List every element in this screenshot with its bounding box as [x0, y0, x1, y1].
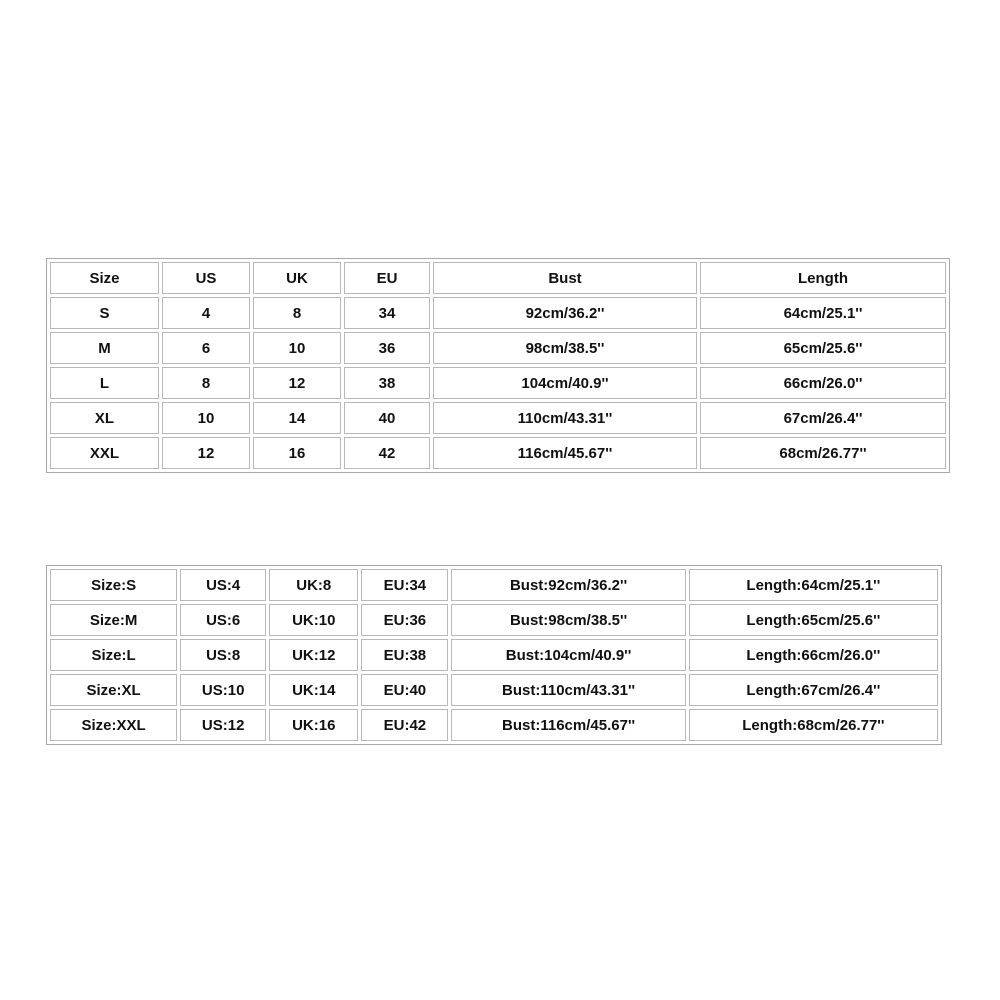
cell-us: US:4	[180, 569, 266, 601]
cell-length: Length:65cm/25.6''	[689, 604, 938, 636]
cell-size: L	[50, 367, 159, 399]
cell-eu: EU:40	[361, 674, 448, 706]
cell-length: Length:67cm/26.4''	[689, 674, 938, 706]
cell-size: S	[50, 297, 159, 329]
cell-length: 68cm/26.77''	[700, 437, 946, 469]
cell-uk: UK:8	[269, 569, 358, 601]
table-row	[50, 437, 946, 469]
table-row	[50, 604, 938, 636]
cell-uk: UK:16	[269, 709, 358, 741]
cell-length: Length:66cm/26.0''	[689, 639, 938, 671]
header-cell-bust: Bust	[433, 262, 697, 294]
cell-us: US:6	[180, 604, 266, 636]
cell-bust: Bust:92cm/36.2''	[451, 569, 685, 601]
cell-bust: 98cm/38.5''	[433, 332, 697, 364]
header-cell-us: US	[162, 262, 250, 294]
cell-length: Length:68cm/26.77''	[689, 709, 938, 741]
cell-length: 65cm/25.6''	[700, 332, 946, 364]
table-row	[50, 297, 946, 329]
cell-uk: 16	[253, 437, 341, 469]
cell-bust: Bust:116cm/45.67''	[451, 709, 685, 741]
cell-size: Size:L	[50, 639, 177, 671]
cell-eu: 36	[344, 332, 430, 364]
cell-size: Size:XL	[50, 674, 177, 706]
size-chart-table-columnar	[46, 258, 950, 473]
cell-eu: EU:34	[361, 569, 448, 601]
cell-eu: 42	[344, 437, 430, 469]
cell-eu: EU:42	[361, 709, 448, 741]
cell-bust: 92cm/36.2''	[433, 297, 697, 329]
cell-length: 67cm/26.4''	[700, 402, 946, 434]
cell-uk: UK:10	[269, 604, 358, 636]
cell-bust: 116cm/45.67''	[433, 437, 697, 469]
cell-uk: UK:14	[269, 674, 358, 706]
cell-bust: 104cm/40.9''	[433, 367, 697, 399]
cell-size: Size:XXL	[50, 709, 177, 741]
table-row	[50, 709, 938, 741]
cell-bust: Bust:104cm/40.9''	[451, 639, 685, 671]
cell-size: XL	[50, 402, 159, 434]
cell-us: 12	[162, 437, 250, 469]
cell-uk: 12	[253, 367, 341, 399]
cell-eu: 38	[344, 367, 430, 399]
cell-eu: 34	[344, 297, 430, 329]
cell-uk: 10	[253, 332, 341, 364]
cell-size: Size:M	[50, 604, 177, 636]
cell-length: Length:64cm/25.1''	[689, 569, 938, 601]
size-chart-table-labeled	[46, 565, 942, 745]
cell-eu: 40	[344, 402, 430, 434]
cell-eu: EU:38	[361, 639, 448, 671]
header-cell-size: Size	[50, 262, 159, 294]
cell-bust: Bust:98cm/38.5''	[451, 604, 685, 636]
table-row	[50, 402, 946, 434]
cell-uk: 14	[253, 402, 341, 434]
cell-us: 8	[162, 367, 250, 399]
table-row	[50, 639, 938, 671]
cell-eu: EU:36	[361, 604, 448, 636]
cell-length: 66cm/26.0''	[700, 367, 946, 399]
header-cell-length: Length	[700, 262, 946, 294]
cell-size: M	[50, 332, 159, 364]
cell-bust: Bust:110cm/43.31''	[451, 674, 685, 706]
cell-us: US:10	[180, 674, 266, 706]
cell-uk: UK:12	[269, 639, 358, 671]
table-row	[50, 332, 946, 364]
cell-us: US:8	[180, 639, 266, 671]
cell-size: XXL	[50, 437, 159, 469]
header-cell-uk: UK	[253, 262, 341, 294]
cell-uk: 8	[253, 297, 341, 329]
table-row	[50, 569, 938, 601]
cell-size: Size:S	[50, 569, 177, 601]
cell-us: US:12	[180, 709, 266, 741]
table-row	[50, 367, 946, 399]
cell-us: 4	[162, 297, 250, 329]
cell-length: 64cm/25.1''	[700, 297, 946, 329]
cell-us: 10	[162, 402, 250, 434]
cell-bust: 110cm/43.31''	[433, 402, 697, 434]
table-row	[50, 674, 938, 706]
cell-us: 6	[162, 332, 250, 364]
table-header-row	[50, 262, 946, 294]
header-cell-eu: EU	[344, 262, 430, 294]
